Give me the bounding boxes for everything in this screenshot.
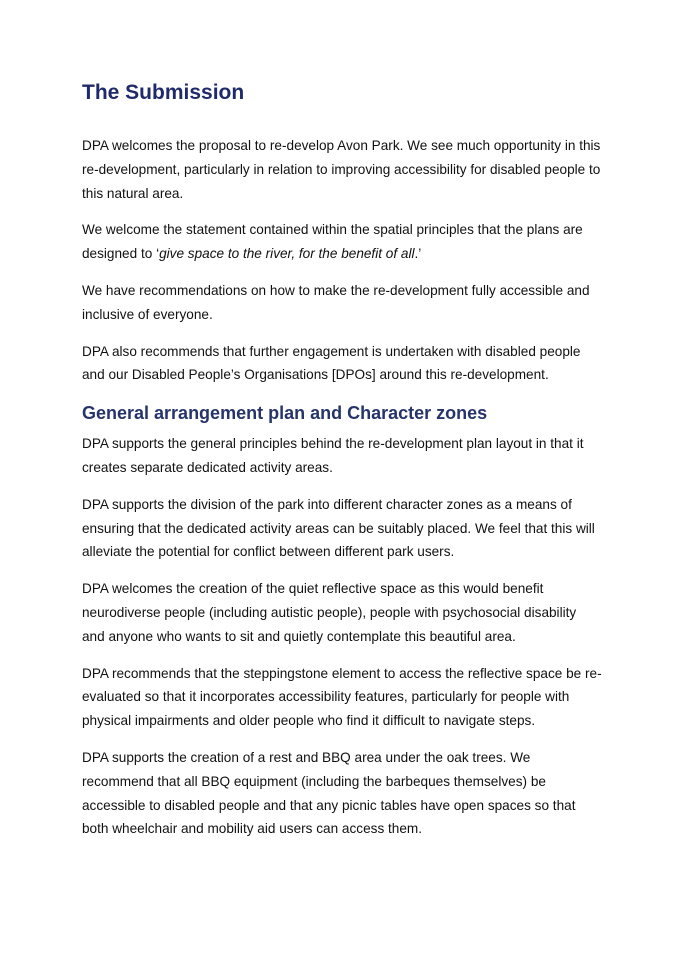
section-title-submission: The Submission [82, 81, 245, 104]
paragraph-character-zones: DPA supports the division of the park into different character zones as a means of ensuring that the dedicated activity areas can be suitably placed. We feel that this will alleviate the potential for conflict between different park users. [82, 496, 595, 560]
paragraph-spatial-principles-text: We welcome the statement contained within the spatial principles that the plans are designed to ‘ [82, 222, 583, 262]
paragraph-welcome-proposal: DPA welcomes the proposal to re-develop Avon Park. We see much opportunity in this re-development, particularly in relation to improving accessibility for disabled people to this natural area. [82, 138, 601, 201]
quoted-principle: give space to the river, for the benefit of all [159, 246, 415, 262]
paragraph-spatial-principles-end: .’ [414, 246, 422, 262]
paragraph-engagement: DPA also recommends that further engagement is undertaken with disabled people and our Disabled People’s Organisations [DPOs] around this re-development. [82, 343, 581, 383]
paragraph-reflective-space: DPA welcomes the creation of the quiet reflective space as this would benefit neurodiverse people (including autistic people), people with psychosocial disability and anyone who wants to sit and quietly contemplate this beautiful area. [82, 581, 577, 644]
paragraph-layout-principles: DPA supports the general principles behind the re-development plan layout in that it creates separate dedicated activity areas. [82, 436, 584, 475]
document-page [82, 78, 602, 854]
paragraph-recommendations: We have recommendations on how to make the re-development fully accessible and inclusive of everyone. [82, 282, 590, 322]
paragraph-steppingstone: DPA recommends that the steppingstone element to access the reflective space be re-evaluated so that it incorporates accessibility features, particularly for people with physical impairments and older people who find it difficult to navigate steps. [82, 665, 602, 729]
section-title-general-arrangement: General arrangement plan and Character zones [82, 403, 488, 424]
paragraph-bbq-area: DPA supports the creation of a rest and BBQ area under the oak trees. We recommend that all BBQ equipment (including the barbeques themselves) be accessible to disabled people and that any picnic tables have open spaces so that both wheelchair and mobility aid users can access them. [82, 749, 576, 837]
paragraph-spatial-principles [82, 218, 602, 266]
